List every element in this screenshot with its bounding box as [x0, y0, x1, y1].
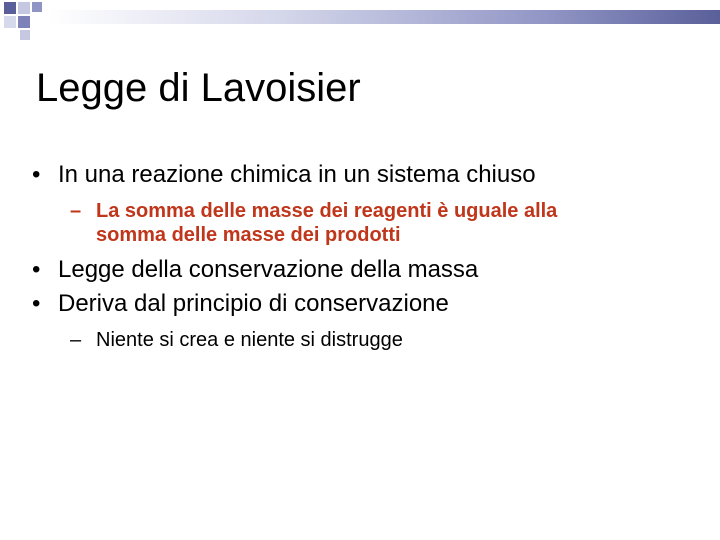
bullet-marker: • [32, 161, 41, 188]
sub-bullet-marker: – [70, 329, 82, 351]
decor-square [4, 16, 16, 28]
sub-bullet-text-line1: La somma delle masse dei reagenti è uguale alla [96, 200, 558, 222]
header-gradient-band [48, 10, 720, 24]
slide-title: Legge di Lavoisier [36, 66, 361, 110]
sub-bullet-marker: – [70, 200, 82, 222]
header-decoration [0, 0, 720, 60]
sub-bullet-text-line2: somma delle masse dei prodotti [96, 224, 401, 246]
decor-square [32, 2, 42, 12]
bullet-text: Legge della conservazione della massa [58, 256, 479, 283]
decor-square [4, 2, 16, 14]
sub-bullet-text: Niente si crea e niente si distrugge [96, 329, 403, 351]
bullet-marker: • [32, 290, 41, 317]
bullet-text: In una reazione chimica in un sistema chiuso [58, 161, 536, 188]
decor-square [18, 2, 30, 14]
decor-square [20, 30, 30, 40]
decor-square [18, 16, 30, 28]
bullet-marker: • [32, 256, 41, 283]
bullet-text: Deriva dal principio di conservazione [58, 290, 449, 317]
